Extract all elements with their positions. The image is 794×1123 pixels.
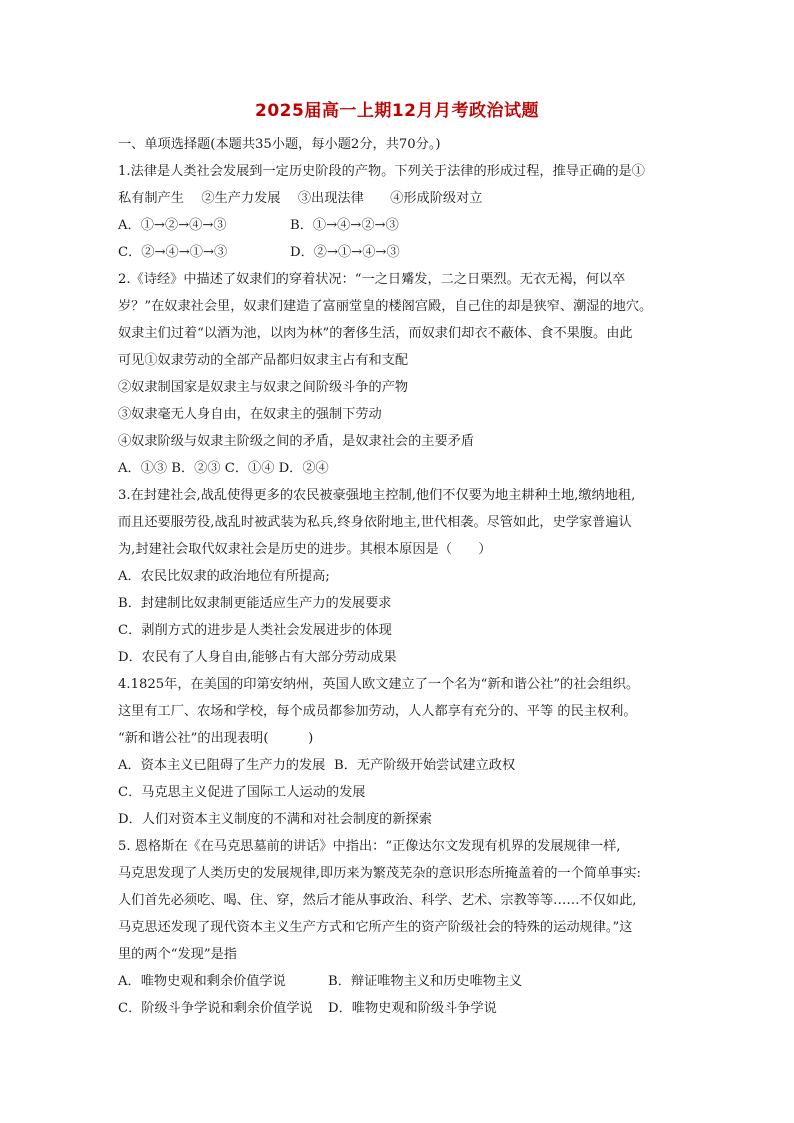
q1-option-b: B．①→④→②→③ bbox=[290, 218, 399, 233]
q5-line4: 马克思还发现了现代资本主义生产方式和它所产生的资产阶级社会的特殊的运动规律。”这 bbox=[118, 920, 633, 935]
q1-option-c: C．②→④→①→③ bbox=[118, 245, 228, 260]
q2-item4: ④奴隶阶级与奴隶主阶级之间的矛盾，是奴隶社会的主要矛盾 bbox=[118, 434, 475, 449]
q3-line2: 而且还要服劳役,战乱时被武装为私兵,终身依附地主,世代相袭。尽管如此，史学家普遍认 bbox=[118, 515, 632, 530]
q4-line3: “新和谐公社”的出现表明( ) bbox=[118, 731, 314, 746]
page-title: 2025届高一上期12月月考政治试题 bbox=[255, 101, 539, 121]
q2-line4: 可见①奴隶劳动的全部产品都归奴隶主占有和支配 bbox=[118, 353, 409, 368]
q4-option-b: B．无产阶级开始尝试建立政权 bbox=[334, 758, 516, 773]
q1-stem: 1.法律是人类社会发展到一定历史阶段的产物。下列关于法律的形成过程，推导正确的是① bbox=[118, 164, 645, 179]
q4-option-d: D．人们对资本主义制度的不满和对社会制度的新探索 bbox=[118, 812, 432, 827]
q1-option-a: A．①→②→④→③ bbox=[118, 218, 227, 233]
q5-options-row2 bbox=[118, 995, 698, 1022]
q3-option-c: C．剥削方式的进步是人类社会发展进步的体现 bbox=[118, 623, 392, 638]
q4-line2: 这里有工厂、农场和学校，每个成员都参加劳动，人人都享有充分的、平等 的民主权利。 bbox=[118, 704, 637, 719]
q5-line5: 里的两个“发现”是指 bbox=[118, 947, 237, 962]
q5-option-c: C．阶级斗争学说和剩余价值学说 bbox=[118, 1001, 313, 1016]
exam-content bbox=[118, 131, 698, 1022]
q2-item3: ③奴隶毫无人身自由，在奴隶主的强制下劳动 bbox=[118, 407, 382, 422]
q1-options-row1 bbox=[118, 212, 698, 239]
q5-options-row1 bbox=[118, 968, 698, 995]
q1-options-row2 bbox=[118, 239, 698, 266]
q1-items: 私有制产生 ②生产力发展 ③出现法律 ④形成阶级对立 bbox=[118, 191, 483, 206]
q2-options: A．①③ B．②③ C．①④ D．②④ bbox=[118, 461, 329, 476]
q2-item2: ②奴隶制国家是奴隶主与奴隶之间阶级斗争的产物 bbox=[118, 380, 409, 395]
q2-line3: 奴隶主们过着“以酒为池，以肉为林”的奢侈生活，而奴隶们却衣不蔽体、食不果腹。由此 bbox=[118, 326, 633, 341]
q4-options-row1 bbox=[118, 752, 698, 779]
q2-line2: 岁？”在奴隶社会里，奴隶们建造了富丽堂皇的楼阁宫殿，自己住的却是狭窄、潮湿的地穴。 bbox=[118, 299, 653, 314]
q3-option-b: B．封建制比奴隶制更能适应生产力的发展要求 bbox=[118, 596, 392, 611]
q3-line3: 为,封建社会取代奴隶社会是历史的进步。其根本原因是（ ） bbox=[118, 542, 492, 557]
q5-option-b: B．辩证唯物主义和历史唯物主义 bbox=[328, 974, 523, 989]
q3-line1: 3.在封建社会,战乱使得更多的农民被豪强地主控制,他们不仅要为地主耕种土地,缴纳地租, bbox=[118, 488, 636, 503]
q3-option-d: D．农民有了人身自由,能够占有大部分劳动成果 bbox=[118, 650, 397, 665]
q5-option-a: A．唯物史观和剩余价值学说 bbox=[118, 974, 286, 989]
q4-line1: 4.1825年，在美国的印第安纳州，英国人欧文建立了一个名为“新和谐公社”的社会组织。 bbox=[118, 677, 640, 692]
section-heading: 一、单项选择题(本题共35小题，每小题2分，共70分。) bbox=[118, 137, 441, 152]
q4-option-a: A．资本主义已阻碍了生产力的发展 bbox=[118, 758, 326, 773]
q5-line2: 马克思发现了人类历史的发展规律,即历来为繁茂芜杂的意识形态所掩盖着的一个简单事实: bbox=[118, 866, 641, 881]
q4-option-c: C．马克思主义促进了国际工人运动的发展 bbox=[118, 785, 366, 800]
q5-line1: 5. 恩格斯在《在马克思墓前的讲话》中指出：“正像达尔文发现有机界的发展规律一样, bbox=[118, 839, 621, 854]
q5-option-d: D．唯物史观和阶级斗争学说 bbox=[328, 1001, 497, 1016]
q3-option-a: A．农民比奴隶的政治地位有所提高; bbox=[118, 569, 330, 584]
q2-line1: 2.《诗经》中描述了奴隶们的穿着状况：“一之日觱发，二之日栗烈。无衣无褐，何以卒 bbox=[118, 272, 626, 287]
q5-line3: 人们首先必须吃、喝、住、穿，然后才能从事政治、科学、艺术、宗教等等……不仅如此, bbox=[118, 893, 637, 908]
q1-option-d: D．②→①→④→③ bbox=[290, 245, 400, 260]
